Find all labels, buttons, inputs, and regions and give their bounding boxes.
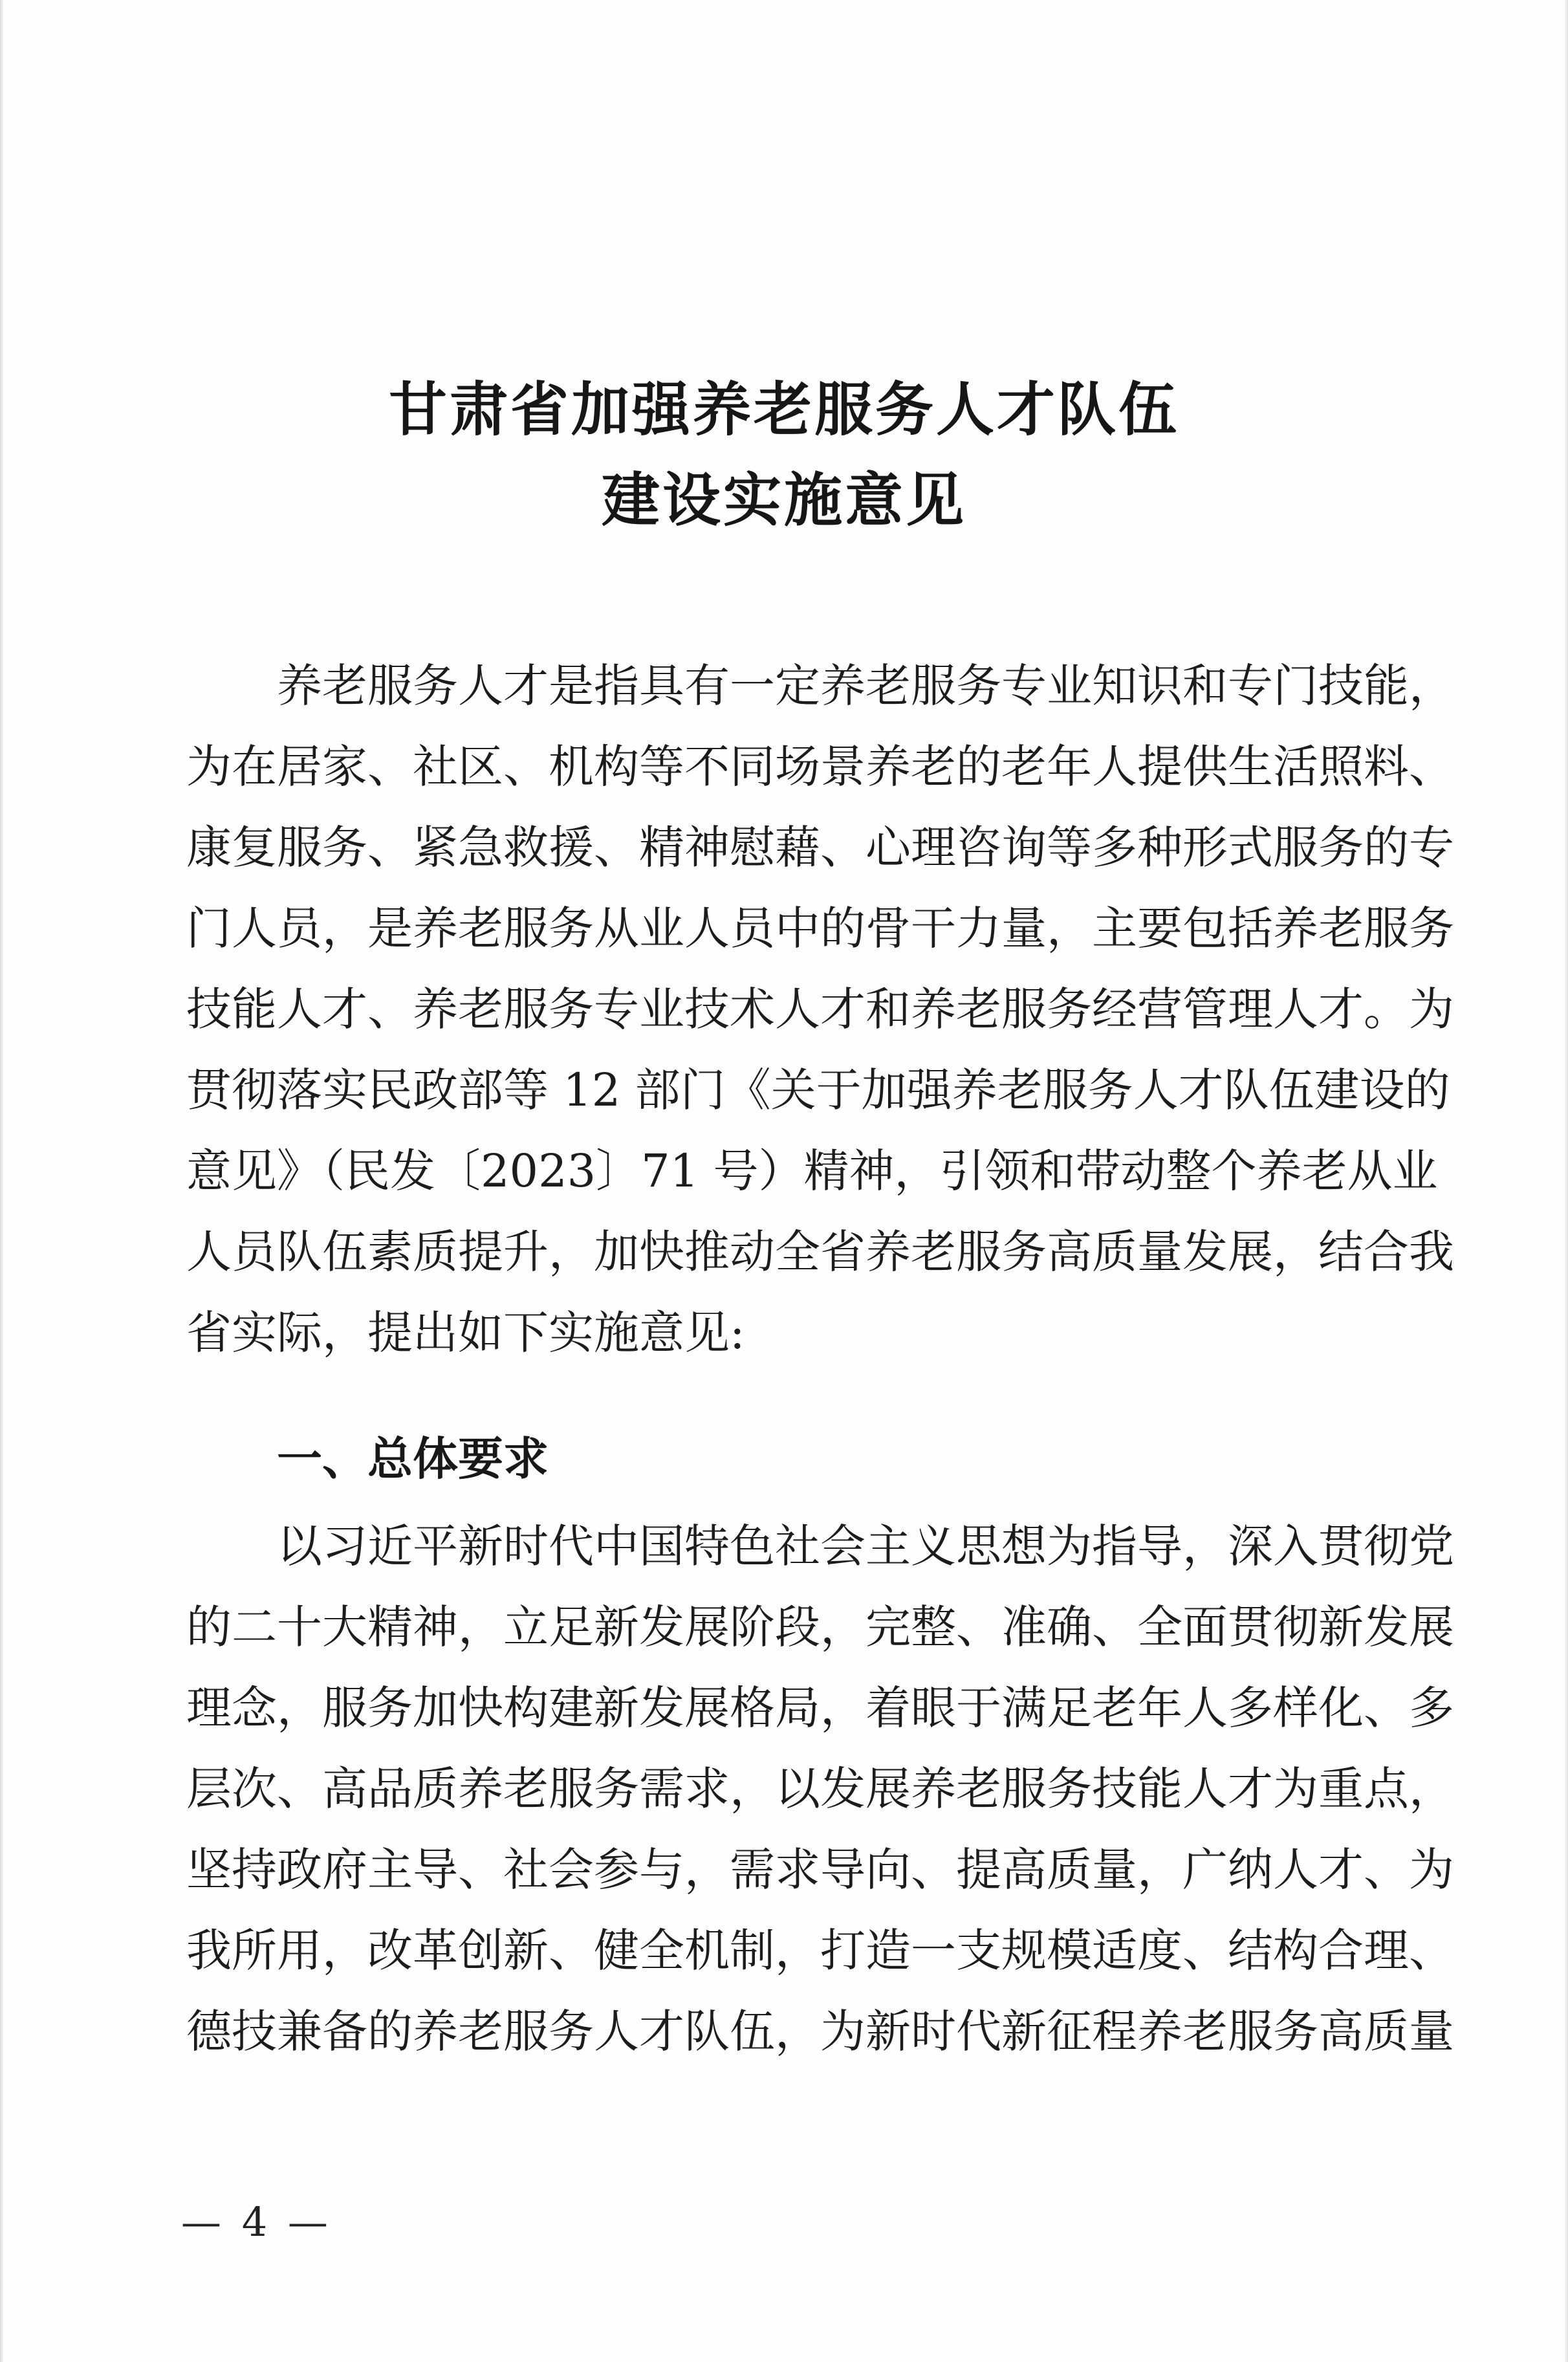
paragraph-line: 坚持政府主导、社会参与，需求导向、提高质量，广纳人才、为 — [186, 1843, 1454, 1896]
paragraph-line: 门人员，是养老服务从业人员中的骨干力量，主要包括养老服务 — [186, 902, 1454, 955]
paragraph-line: 省实际，提出如下实施意见: — [186, 1306, 745, 1359]
scan-edge-right — [1564, 0, 1568, 2362]
paragraph-line: 为在居家、社区、机构等不同场景养老的老年人提供生活照料、 — [186, 740, 1454, 793]
paragraph-line: 我所用，改革创新、健全机制，打造一支规模适度、结构合理、 — [186, 1924, 1454, 1977]
paragraph-line: 的二十大精神，立足新发展阶段，完整、准确、全面贯彻新发展 — [186, 1601, 1454, 1654]
paragraph-line: 养老服务人才是指具有一定养老服务专业知识和专门技能， — [277, 659, 1454, 712]
paragraph-line: 层次、高品质养老服务需求，以发展养老服务技能人才为重点， — [186, 1762, 1454, 1815]
paragraph-line: 贯彻落实民政部等 12 部门《关于加强养老服务人才队伍建设的 — [186, 1064, 1450, 1117]
document-title-line-2: 建设实施意见 — [602, 466, 966, 534]
scan-edge-left — [0, 0, 4, 2362]
paragraph-line: 技能人才、养老服务专业技术人才和养老服务经营管理人才。为 — [186, 983, 1454, 1036]
page-number: — 4 — — [181, 2198, 332, 2246]
paragraph-line: 以习近平新时代中国特色社会主义思想为指导，深入贯彻党 — [277, 1520, 1454, 1573]
paragraph-line: 意见》（民发〔2023〕71 号）精神，引领和带动整个养老从业 — [186, 1144, 1438, 1197]
document-title-line-1: 甘肃省加强养老服务人才队伍 — [389, 375, 1179, 444]
paragraph-line: 德技兼备的养老服务人才队伍，为新时代新征程养老服务高质量 — [186, 2005, 1454, 2058]
paragraph-line: 理念，服务加快构建新发展格局，着眼于满足老年人多样化、多 — [186, 1681, 1454, 1734]
paragraph-line: 人员队伍素质提升，加快推动全省养老服务高质量发展，结合我 — [186, 1225, 1454, 1278]
paragraph-line: 康复服务、紧急救援、精神慰藉、心理咨询等多种形式服务的专 — [186, 821, 1454, 874]
section-heading: 一、总体要求 — [277, 1432, 549, 1485]
